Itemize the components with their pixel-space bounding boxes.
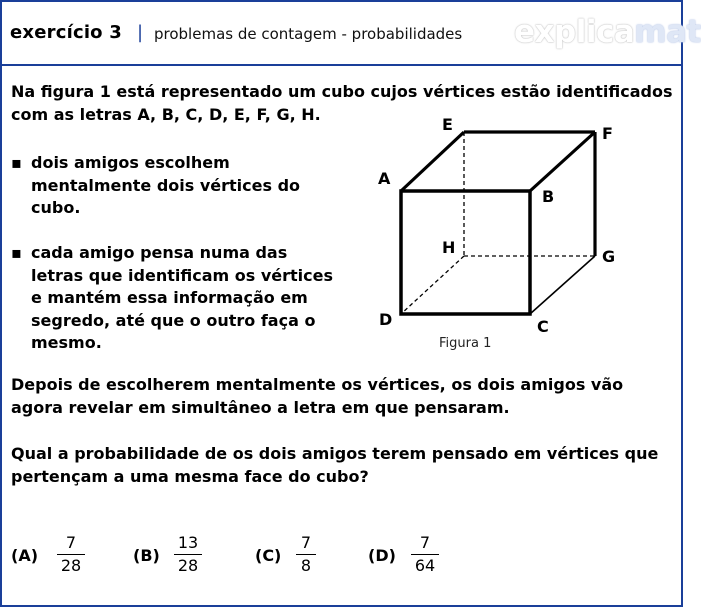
option-fraction <box>59 532 83 577</box>
reveal-line: Depois de escolherem mentalmente os vértices, os dois amigos vão <box>11 375 624 394</box>
figure-caption: Figura 1 <box>439 336 492 351</box>
option-fraction <box>176 532 200 577</box>
vertex-label-d: D <box>379 310 393 329</box>
edge-cg <box>530 256 595 314</box>
question-paragraph <box>11 443 658 488</box>
bullet-line: segredo, até que o outro faça o <box>31 310 316 330</box>
edge-ae <box>401 132 464 191</box>
fraction-numerator: 7 <box>65 533 77 552</box>
bullet-marker: ▪ <box>11 243 22 262</box>
bullet-marker: ▪ <box>11 153 22 172</box>
option-letter: (C) <box>255 546 282 565</box>
fraction-denominator: 8 <box>300 556 312 575</box>
fraction-numerator: 7 <box>300 533 312 552</box>
bullet-line: cada amigo pensa numa das <box>31 243 288 262</box>
bullet-line: letras que identificam os vértices <box>31 265 333 285</box>
explicamat-logo <box>514 14 701 50</box>
bullet-line: cubo. <box>31 198 81 217</box>
question-line: Qual a probabilidade de os dois amigos terem pensado em vértices que <box>11 444 659 463</box>
fraction-numerator: 7 <box>419 533 431 552</box>
bullet-line: dois amigos escolhem <box>31 153 230 172</box>
fraction-numerator: 13 <box>177 533 199 552</box>
vertex-label-e: E <box>442 115 453 134</box>
bullet-line: mesmo. <box>31 333 102 352</box>
answer-options <box>11 532 671 582</box>
exercise-title: exercício 3 <box>10 22 122 43</box>
question-line: pertençam a uma mesma face do cubo? <box>11 466 369 486</box>
option-letter: (A) <box>11 546 39 565</box>
reveal-paragraph <box>11 374 623 419</box>
cube-figure <box>362 110 632 342</box>
option-letter: (D) <box>368 546 396 565</box>
bullet-line: e mantém essa informação em <box>31 288 308 307</box>
option-letter: (B) <box>133 546 160 565</box>
logo-text-part1: explica <box>514 14 635 50</box>
fraction-denominator: 64 <box>414 556 436 575</box>
vertex-label-a: A <box>378 169 391 188</box>
intro-line: com as letras A, B, C, D, E, F, G, H. <box>11 104 321 124</box>
title-separator: | <box>137 22 144 43</box>
option-fraction <box>413 532 437 577</box>
intro-line: Na figura 1 está representado um cubo cujos vértices estão identificados <box>11 82 673 101</box>
hidden-edge-hd <box>401 256 464 314</box>
fraction-denominator: 28 <box>177 556 199 575</box>
vertex-label-c: C <box>537 317 549 336</box>
reveal-line: agora revelar em simultâneo a letra em que pensaram. <box>11 397 510 417</box>
fraction-denominator: 28 <box>60 556 82 575</box>
edge-bf <box>530 132 595 191</box>
option-fraction <box>298 532 314 577</box>
exercise-subtitle: problemas de contagem - probabilidades <box>154 25 463 43</box>
header-bar <box>2 2 701 66</box>
vertex-label-b: B <box>542 187 555 206</box>
vertex-label-h: H <box>442 238 456 257</box>
logo-text-part2: mat <box>634 14 701 50</box>
vertex-label-g: G <box>602 247 616 266</box>
vertex-label-f: F <box>602 124 613 143</box>
bullet-line: mentalmente dois vértices do <box>31 175 301 195</box>
